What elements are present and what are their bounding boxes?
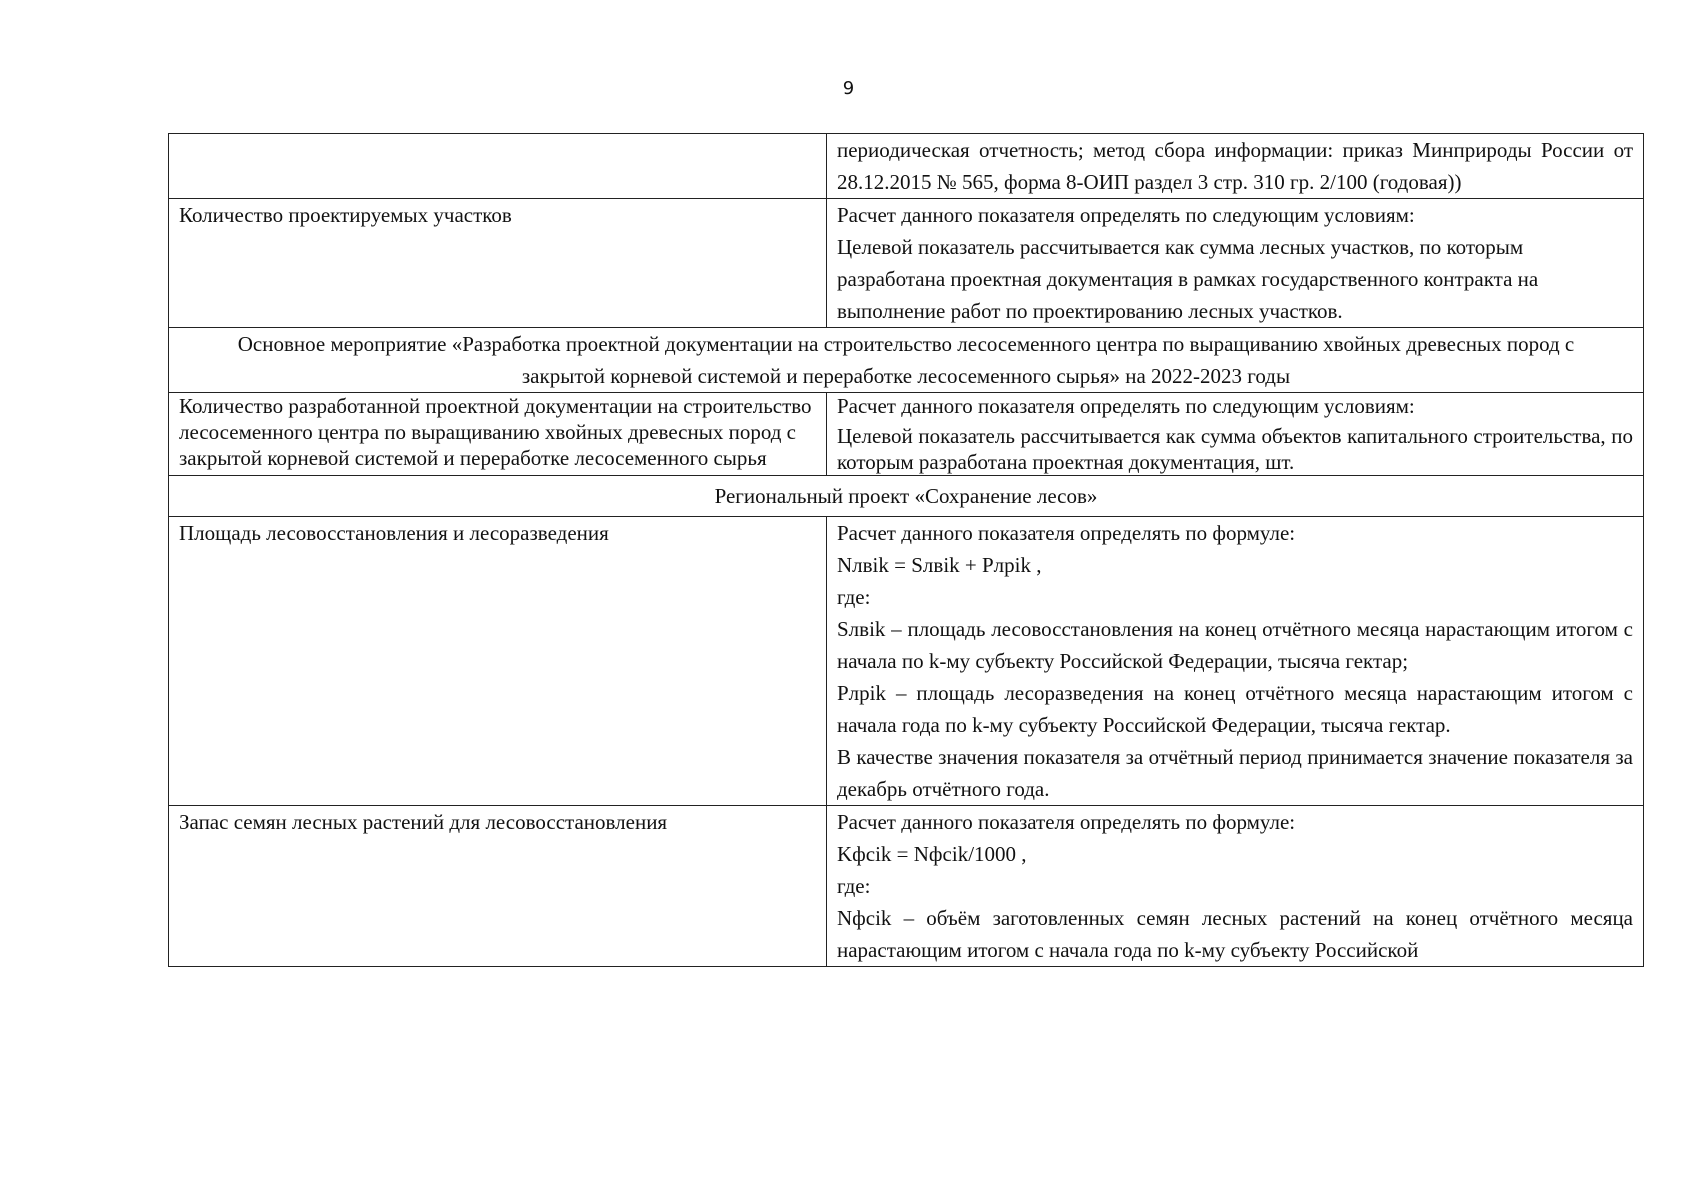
calculation-method-cell	[827, 806, 1644, 967]
method-paragraph: Pлpik – площадь лесоразведения на конец отчётного месяца нарастающим итогом с начала года по k-му субъекту Российской Федерации, тысяча гектар.	[837, 681, 1633, 737]
method-paragraph: Расчет данного показателя определять по формуле:	[837, 810, 1296, 834]
method-paragraph: Sлвik – площадь лесовосстановления на конец отчётного месяца нарастающим итогом с начала по k-му субъекту Российской Федерации, тысяча гектар;	[837, 617, 1633, 673]
calculation-method-cell	[827, 199, 1644, 328]
table-row	[169, 328, 1644, 393]
table-row	[169, 134, 1644, 199]
table-row	[169, 199, 1644, 328]
formula: Nлвik = Sлвik + Pлpik ,	[837, 553, 1042, 577]
calculation-method-cell	[827, 393, 1644, 476]
method-paragraph: Расчет данного показателя определять по следующим условиям:	[837, 203, 1415, 227]
method-paragraph: где:	[837, 585, 871, 609]
table-row	[169, 476, 1644, 517]
indicator-name-cell	[169, 199, 827, 328]
table-row	[169, 806, 1644, 967]
section-heading: Региональный проект «Сохранение лесов»	[714, 484, 1098, 508]
page-number: 9	[842, 78, 855, 99]
calculation-method-cell	[827, 517, 1644, 806]
formula: Kфcik = Nфcik/1000 ,	[837, 842, 1027, 866]
indicator-name: Запас семян лесных растений для лесовосстановления	[179, 810, 668, 834]
method-paragraph: периодическая отчетность; метод сбора информации: приказ Минприроды России от 28.12.2015 № 565, форма 8-ОИП раздел 3 стр. 310 гр. 2/100 (годовая))	[837, 138, 1633, 194]
indicator-name-cell	[169, 393, 827, 476]
indicator-name: Площадь лесовосстановления и лесоразведения	[179, 521, 609, 545]
method-paragraph: Расчет данного показателя определять по формуле:	[837, 521, 1296, 545]
method-paragraph: Целевой показатель рассчитывается как сумма объектов капитального строительства, по которым разработана проектная документация, шт.	[837, 424, 1633, 474]
indicator-name-cell	[169, 134, 827, 199]
method-paragraph: где:	[837, 874, 871, 898]
method-paragraph: Целевой показатель рассчитывается как сумма лесных участков, по которым разработана проектная документация в рамках государственного контракта на выполнение работ по проектированию лесных участков.	[837, 235, 1539, 323]
section-heading: Основное мероприятие «Разработка проектной документации на строительство лесосеменного центра по выращиванию хвойных древесных пород с закрытой корневой системой и переработке лесосеменного сырья» на 2022-2023 годы	[237, 332, 1575, 388]
indicator-name-cell	[169, 517, 827, 806]
indicator-table	[168, 133, 1644, 967]
table-row	[169, 393, 1644, 476]
method-paragraph: Nфcik – объём заготовленных семян лесных растений на конец отчётного месяца нарастающим итогом с начала года по k-му субъекту Российской	[837, 906, 1633, 962]
calculation-method-cell	[827, 134, 1644, 199]
indicator-name: Количество разработанной проектной документации на строительство лесосеменного центра по выращиванию хвойных древесных пород с закрытой корневой системой и переработке лесосеменного сырья	[179, 394, 812, 470]
section-heading-cell	[169, 476, 1644, 517]
indicator-name-cell	[169, 806, 827, 967]
table-row	[169, 517, 1644, 806]
method-paragraph: В качестве значения показателя за отчётный период принимается значение показателя за декабрь отчётного года.	[837, 745, 1633, 801]
section-heading-cell	[169, 328, 1644, 393]
indicator-name: Количество проектируемых участков	[179, 203, 512, 227]
method-paragraph: Расчет данного показателя определять по следующим условиям:	[837, 394, 1415, 418]
